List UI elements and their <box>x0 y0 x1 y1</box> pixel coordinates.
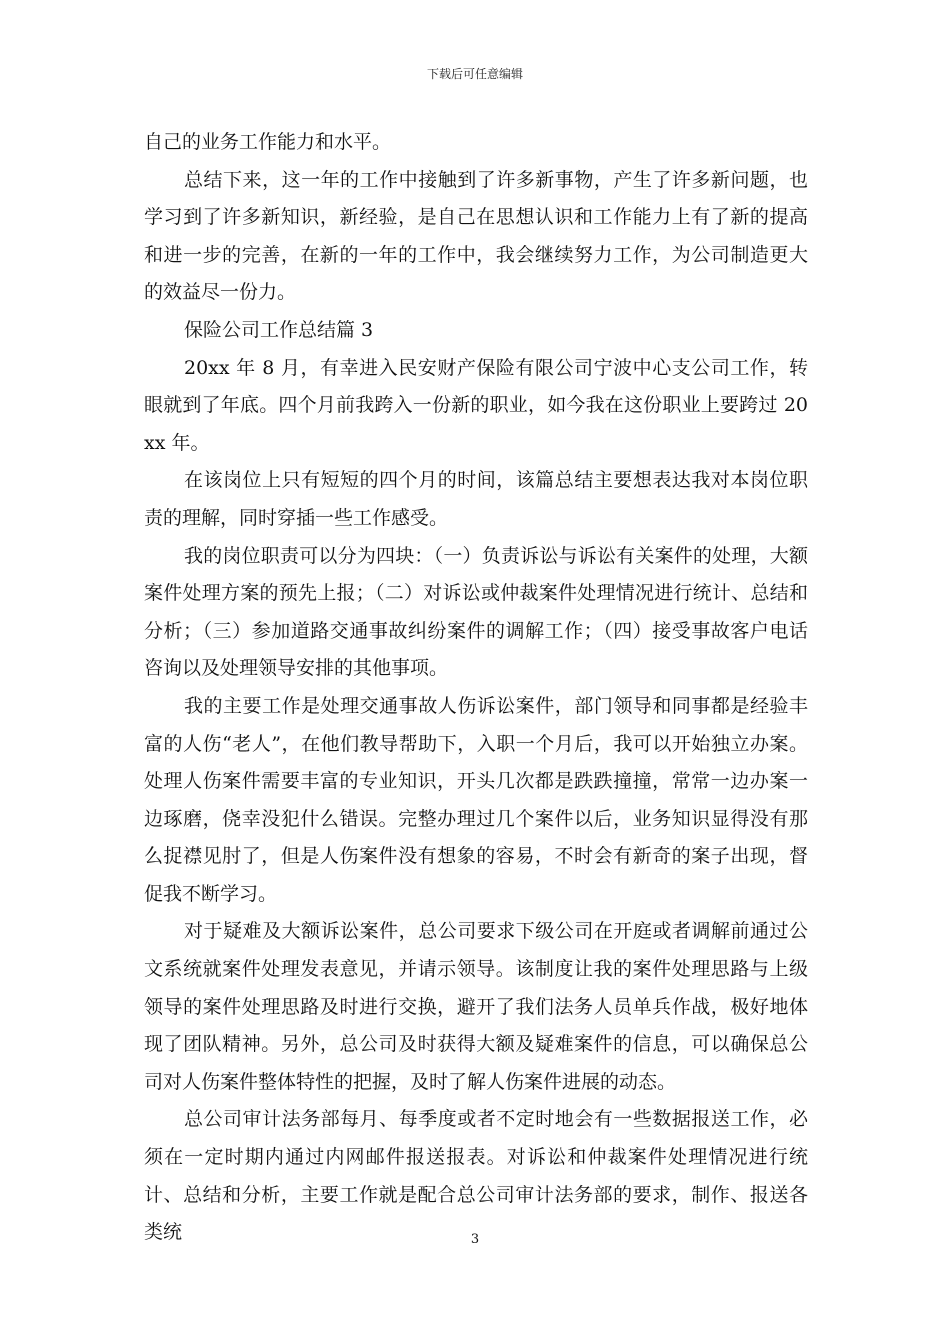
paragraph: 我的主要工作是处理交通事故人伤诉讼案件，部门领导和同事都是经验丰富的人伤“老人”，在他们教导帮助下，入职一个月后，我可以开始独立办案。处理人伤案件需要丰富的专业知识，开头几次都是跌跌撞撞，常常一边办案一边琢磨，侥幸没犯什么错误。完整办理过几个案件以后，业务知识显得没有那么捉襟见肘了，但是人伤案件没有想象的容易，不时会有新奇的案子出现，督促我不断学习。 <box>144 694 808 905</box>
paragraph: 总公司审计法务部每月、每季度或者不定时地会有一些数据报送工作，必须在一定时期内通过内网邮件报送报表。对诉讼和仲裁案件处理情况进行统计、总结和分析，主要工作就是配合总公司审计法务部的要求，制作、报送各类统 <box>144 1108 808 1244</box>
paragraph: 自己的业务工作能力和水平。 <box>144 131 392 153</box>
document-body <box>144 124 808 1252</box>
paragraph: 在该岗位上只有短短的四个月的时间，该篇总结主要想表达我对本岗位职责的理解，同时穿插一些工作感受。 <box>144 469 808 529</box>
paragraph: 总结下来，这一年的工作中接触到了许多新事物，产生了许多新问题，也学习到了许多新知识，新经验，是自己在思想认识和工作能力上有了新的提高和进一步的完善，在新的一年的工作中，我会继续努力工作，为公司制造更大的效益尽一份力。 <box>144 168 808 304</box>
paragraph: 对于疑难及大额诉讼案件，总公司要求下级公司在开庭或者调解前通过公文系统就案件处理发表意见，并请示领导。该制度让我的案件处理思路与上级领导的案件处理思路及时进行交换，避开了我们法务人员单兵作战，极好地体现了团队精神。另外，总公司及时获得大额及疑难案件的信息，可以确保总公司对人伤案件整体特性的把握，及时了解人伤案件进展的动态。 <box>144 920 808 1093</box>
paragraph: 我的岗位职责可以分为四块：（一）负责诉讼与诉讼有关案件的处理，大额案件处理方案的预先上报；（二）对诉讼或仲裁案件处理情况进行统计、总结和分析；（三）参加道路交通事故纠纷案件的调解工作；（四）接受事故客户电话咨询以及处理领导安排的其他事项。 <box>144 544 808 680</box>
section-heading: 保险公司工作总结篇 3 <box>184 318 374 341</box>
page-header: 下载后可任意编辑 <box>426 67 523 81</box>
page-number: 3 <box>470 1232 480 1247</box>
paragraph: 20xx 年 8 月，有幸进入民安财产保险有限公司宁波中心支公司工作，转眼就到了年底。四个月前我跨入一份新的职业，如今我在这份职业上要跨过 20xx 年。 <box>144 356 808 454</box>
